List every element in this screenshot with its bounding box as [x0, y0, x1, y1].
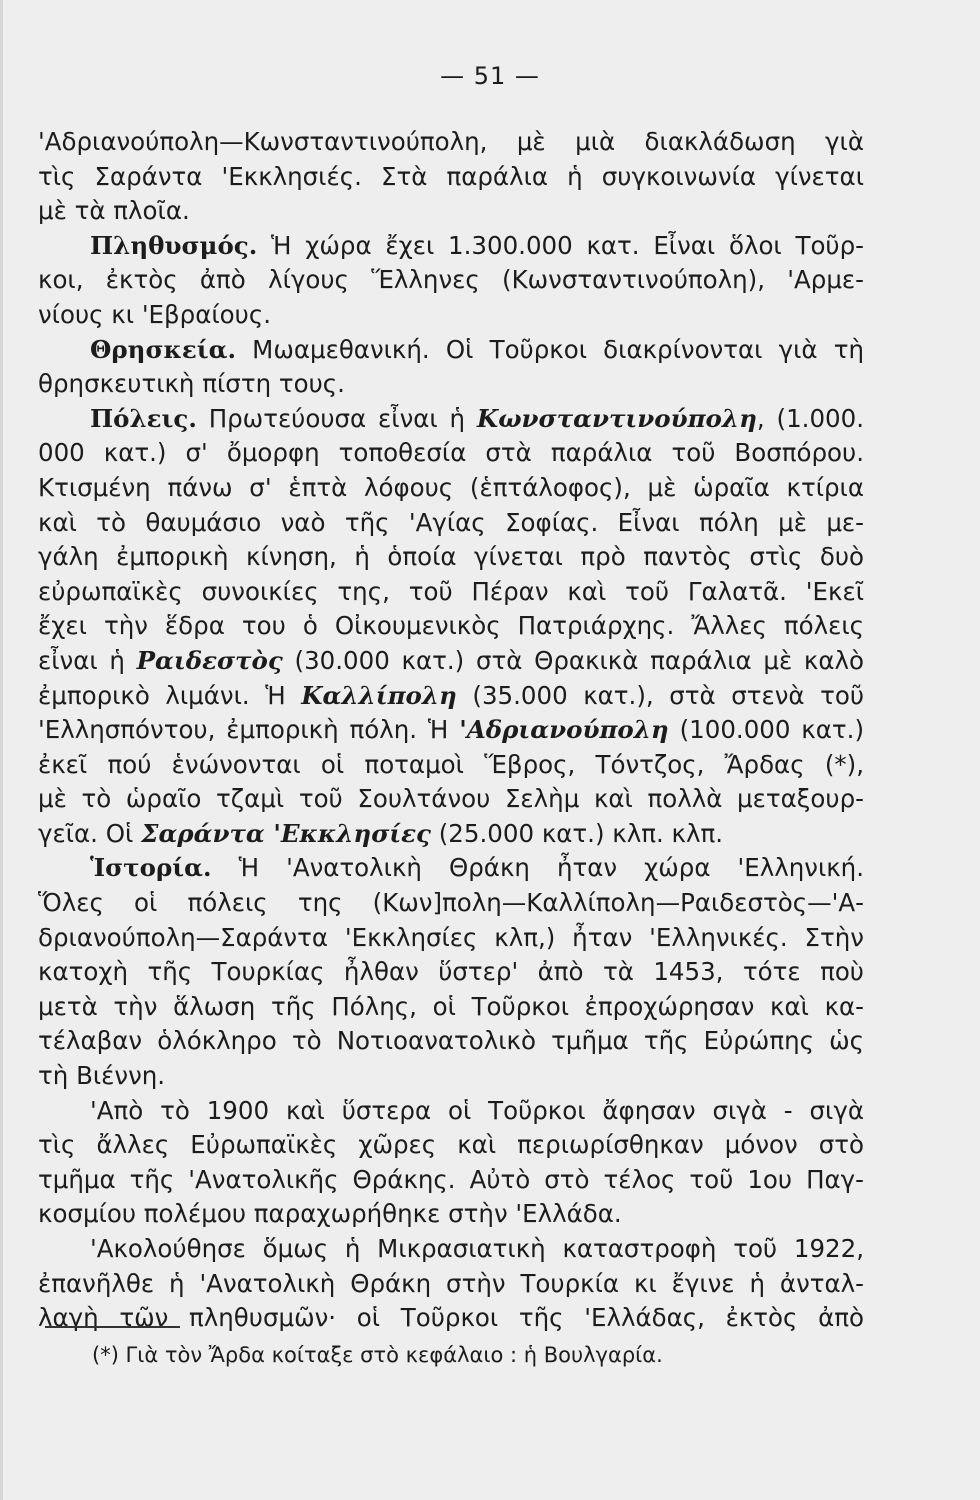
page-number: — 51 —: [440, 62, 540, 90]
section-heading-history: Ἱστορία.: [90, 853, 212, 883]
city-name: Κωνσταντινούπολη: [476, 403, 757, 433]
body-text: [38, 125, 864, 1336]
section-heading-population: Πληθυσμός.: [90, 230, 258, 260]
text-line: ἐπανῆλθε ἡ 'Ανατολικὴ Θράκη στὴν Τουρκία κι ἔγινε ἡ ἀνταλ-: [38, 1268, 864, 1298]
text-line: Ὅλες οἱ πόλεις της (Κων]πολη—Καλλίπολη—Ραιδεστὸς—'Α-: [38, 888, 864, 918]
text-line: Κτισμένη πάνω σ' ἑπτὰ λόφους (ἑπτάλοφος), μὲ ὡραῖα κτίρια: [38, 472, 864, 502]
city-name: Καλλίπολη: [301, 680, 457, 710]
text-line: μὲ τὸ ὡραῖο τζαμὶ τοῦ Σουλτάνου Σελὴμ καὶ πολλὰ μεταξουρ-: [38, 784, 864, 814]
text-line: Πόλεις. Πρωτεύουσα εἶναι ἡ Κωνσταντινούπολη, (1.000.: [90, 403, 865, 433]
text-line: εὐρωπαϊκὲς συνοικίες της, τοῦ Πέραν καὶ τοῦ Γαλατᾶ. 'Εκεῖ: [38, 576, 864, 606]
text-line: τὶς ἄλλες Εὐρωπαϊκὲς χῶρες καὶ περιωρίσθηκαν μόνον στὸ: [38, 1130, 864, 1160]
text-line: νίους κι 'Εβραίους.: [38, 299, 272, 329]
text-line: τὶς Σαράντα 'Εκκλησιές. Στὰ παράλια ἡ συγκοινωνία γίνεται: [38, 161, 864, 191]
text-line: καὶ τὸ θαυμάσιο ναὸ τῆς 'Αγίας Σοφίας. Εἶναι πόλη μὲ με-: [38, 507, 864, 537]
city-name: 'Αδριανούπολη: [459, 715, 669, 745]
text-line: Ἱστορία. Ἡ 'Ανατολικὴ Θράκη ἦταν χώρα 'Ελληνική.: [90, 853, 864, 883]
text-line: δριανούπολη—Σαράντα 'Εκκλησίες κλπ,) ἦταν 'Ελληνικές. Στὴν: [38, 922, 864, 952]
text-line: 'Αδριανούπολη—Κωνσταντινούπολη, μὲ μιὰ διακλάδωση γιὰ: [38, 127, 864, 156]
text-line: μὲ τὰ πλοῖα.: [38, 196, 190, 226]
text-line: 000 κατ.) σ' ὄμορφη τοποθεσία στὰ παράλια τοῦ Βοσπόρου.: [38, 438, 864, 468]
text-line: 'Ελλησπόντου, ἐμπορικὴ πόλη. Ἡ 'Αδριανούπολη (100.000 κατ.): [38, 715, 864, 745]
footnote-divider: [45, 1326, 180, 1328]
text-line: 'Ακολούθησε ὅμως ἡ Μικρασιατικὴ καταστροφὴ τοῦ 1922,: [90, 1234, 864, 1263]
text-line: κοι, ἐκτὸς ἀπὸ λίγους Ἕλληνες (Κωνσταντινούπολη), 'Αρμε-: [38, 265, 864, 295]
text-line: θρησκευτικὴ πίστη τους.: [38, 369, 345, 399]
text-line: γεῖα. Οἱ Σαράντα 'Εκκλησίες (25.000 κατ.) κλπ. κλπ.: [38, 818, 724, 848]
text-line: τμῆμα τῆς 'Ανατολικῆς Θράκης. Αὐτὸ στὸ τέλος τοῦ 1ου Παγ-: [38, 1164, 864, 1194]
text-line: ἐκεῖ πού ἑνώνονται οἱ ποταμοὶ Ἕβρος, Τόντζος, Ἄρδας (*),: [38, 749, 864, 779]
text-line: 'Απὸ τὸ 1900 καὶ ὕστερα οἱ Τοῦρκοι ἄφησαν σιγὰ - σιγὰ: [90, 1095, 864, 1125]
footnote: (*) Γιὰ τὸν Ἄρδα κοίταξε στὸ κεφάλαιο : ἡ Βουλγαρία.: [92, 1343, 663, 1367]
text-line: εἶναι ἡ Ραιδεστὸς (30.000 κατ.) στὰ Θρακικὰ παράλια μὲ καλὸ: [38, 645, 864, 675]
text-line: λαγὴ τῶν πληθυσμῶν· οἱ Τοῦρκοι τῆς 'Ελλάδας, ἐκτὸς ἀπὸ: [38, 1303, 864, 1333]
section-heading-religion: Θρησκεία.: [90, 334, 237, 364]
text-line: κοσμίου πολέμου παραχωρήθηκε στὴν 'Ελλάδα.: [38, 1199, 622, 1229]
page-edge-shadow: [0, 0, 3, 1500]
city-name: Ραιδεστὸς: [136, 645, 283, 675]
text-line: κατοχὴ τῆς Τουρκίας ἦλθαν ὕστερ' ἀπὸ τὰ 1453, τότε ποὺ: [38, 957, 864, 987]
text-line: ἔχει τὴν ἕδρα του ὁ Οἰκουμενικὸς Πατριάρχης. Ἄλλες πόλεις: [38, 611, 864, 641]
text-line: μετὰ τὴν ἅλωση τῆς Πόλης, οἱ Τοῦρκοι ἐπροχώρησαν καὶ κα-: [38, 991, 864, 1021]
text-line: ἐμπορικὸ λιμάνι. Ἡ Καλλίπολη (35.000 κατ.), στὰ στενὰ τοῦ: [38, 680, 864, 710]
text-line: Πληθυσμός. Ἡ χώρα ἔχει 1.300.000 κατ. Εἶναι ὅλοι Τοῦρ-: [90, 230, 864, 260]
text-line: τὴ Βιέννη.: [38, 1061, 166, 1091]
text-line: Θρησκεία. Μωαμεθανική. Οἱ Τοῦρκοι διακρίνονται γιὰ τὴ: [90, 334, 864, 364]
section-heading-cities: Πόλεις.: [90, 403, 197, 433]
text-line: τέλαβαν ὁλόκληρο τὸ Νοτιοανατολικὸ τμῆμα τῆς Εὐρώπης ὡς: [38, 1026, 864, 1056]
text-line: γάλη ἐμπορικὴ κίνηση, ἡ ὁποία γίνεται πρὸ παντὸς στὶς δυὸ: [38, 542, 864, 572]
city-name: Σαράντα 'Εκκλησίες: [141, 818, 431, 848]
